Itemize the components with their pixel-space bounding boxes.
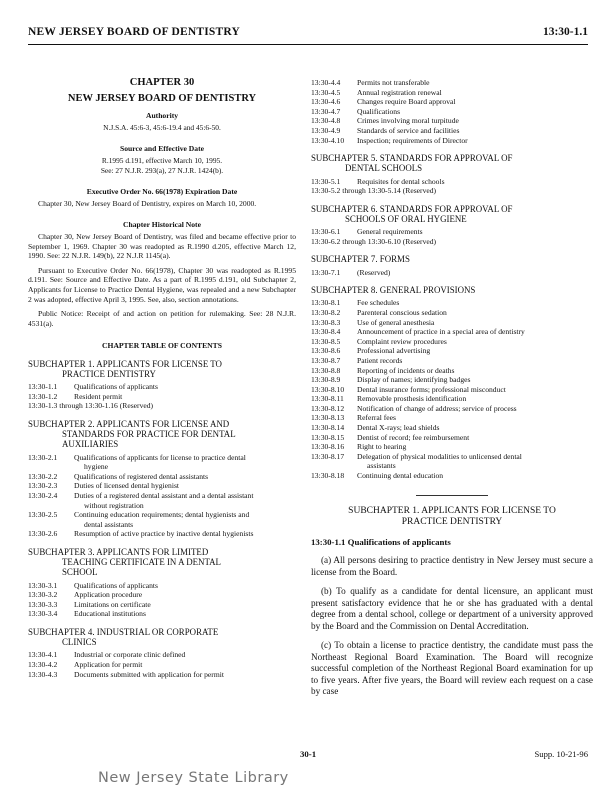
toc-row-number: 13:30-8.7 — [311, 355, 341, 365]
toc-row — [311, 327, 593, 337]
toc-row-title: Dental X-rays; lead shields — [357, 423, 440, 433]
toc-row-title: (Reserved) — [357, 267, 391, 277]
body-subchapter-title — [311, 506, 593, 528]
page-number: 30-1 — [300, 749, 317, 759]
toc-row-title: General requirements — [357, 227, 423, 237]
toc-row-title: Limitations on certificate — [74, 599, 151, 609]
historical-note-p3: Public Notice: Receipt of and action on petition for rulemaking. See: 28 N.J.R. 4531(a). — [28, 309, 296, 328]
historical-note-p1: Chapter 30, New Jersey Board of Dentistry, was filed and became effective prior to September 1, 1969. Chapter 30 was readopted as R.1990 d.205, effective March 12, 1990. See: 22 N.J.R. 149(b), 22 N.J.R 1145(a). — [28, 231, 296, 261]
toc-heading: CHAPTER TABLE OF CONTENTS — [102, 341, 222, 351]
toc-row — [311, 366, 593, 376]
toc-row-number: 13:30-8.11 — [311, 394, 344, 404]
body-subchapter-title-line1: SUBCHAPTER 1. APPLICANTS FOR LICENSE TO — [348, 505, 556, 516]
toc-row — [311, 433, 593, 443]
toc-subchapter-8-title-line1: SUBCHAPTER 8. GENERAL PROVISIONS — [311, 285, 476, 296]
toc-row — [311, 375, 593, 385]
paragraph-b: (b) To qualify as a candidate for dental licensure, an applicant must present satisfactory evidence that he or she has graduated with a dental degree from a dental school, college or department of a university approved by the Board and the Commission on Dental Accreditation. — [311, 586, 593, 631]
toc-subchapter-5-title — [311, 153, 593, 173]
toc-subchapter-3-title-line3: SCHOOL — [62, 567, 98, 578]
toc-row-number: 13:30-4.1 — [28, 650, 58, 660]
toc-row — [311, 394, 593, 404]
toc-subchapter-8-title — [311, 285, 593, 295]
toc-row — [311, 346, 593, 356]
toc-row-number: 13:30-8.15 — [311, 432, 345, 442]
toc-row — [311, 423, 593, 433]
toc-row-title: Application for permit — [74, 660, 143, 669]
toc-row-number: 13:30-4.7 — [311, 106, 341, 116]
toc-row-title: Qualifications of applicants — [74, 580, 158, 590]
toc-row-number: 13:30-8.10 — [311, 384, 345, 394]
toc-row-title: Application procedure — [74, 590, 143, 600]
toc-row-number: 13:30-6.1 — [311, 227, 341, 237]
executive-order-text: Chapter 30, New Jersey Board of Dentistry, expires on March 10, 2000. — [38, 198, 257, 208]
toc-subchapter-3-list — [28, 581, 296, 619]
toc-row-number: 13:30-4.8 — [311, 116, 341, 126]
toc-row-number: 13:30-4.2 — [28, 660, 58, 669]
toc-row-number: 13:30-2.2 — [28, 471, 58, 481]
toc-subchapter-7-title-line1: SUBCHAPTER 7. FORMS — [311, 254, 410, 265]
toc-row-number: 13:30-4.9 — [311, 125, 341, 135]
toc-row-number: 13:30-8.18 — [311, 471, 345, 481]
toc-row — [311, 298, 593, 308]
toc-row — [28, 670, 296, 680]
toc-row — [311, 413, 593, 423]
toc-row-number: 13:30-6.2 through 13:30-6.10 — [311, 236, 401, 246]
chapter-title: NEW JERSEY BOARD OF DENTISTRY — [67, 92, 257, 104]
toc-row-title-continued: dental assistants — [84, 519, 134, 529]
toc-row — [311, 404, 593, 414]
executive-order-heading: Executive Order No. 66(1978) Expiration Date — [86, 187, 238, 197]
toc-row-title: Fee schedules — [357, 298, 400, 308]
toc-subchapter-1-list — [28, 382, 296, 411]
toc-row — [28, 650, 296, 660]
toc-subchapter-1-title-line2: PRACTICE DENTISTRY — [62, 369, 156, 380]
toc-row — [28, 392, 296, 402]
toc-row-number: 13:30-8.5 — [311, 336, 341, 346]
section-heading: 13:30-1.1 Qualifications of applicants — [311, 536, 451, 547]
toc-row-title: Use of general anesthesia — [357, 317, 435, 327]
toc-row-number: 13:30-8.3 — [311, 317, 341, 327]
toc-row-title: Documents submitted with application for permit — [74, 669, 224, 679]
toc-row-title: Removable prosthesis identification — [357, 394, 467, 404]
toc-row-number: 13:30-4.3 — [28, 669, 58, 679]
toc-row — [311, 385, 593, 395]
toc-row-title: Right to hearing — [357, 442, 407, 452]
historical-note-heading: Chapter Historical Note — [123, 220, 201, 230]
toc-row-title: Notification of change of address; service of process — [357, 403, 517, 413]
header-section-number: 13:30-1.1 — [542, 26, 588, 38]
supplement-date: Supp. 10-21-96 — [534, 749, 588, 759]
toc-row-title: Qualifications — [357, 106, 401, 116]
toc-row-title: Inspection; requirements of Director — [357, 135, 468, 145]
toc-subchapter-1-title — [28, 359, 296, 379]
toc-row — [311, 97, 593, 107]
toc-subchapter-7-list — [311, 268, 593, 278]
toc-row — [28, 609, 296, 619]
toc-subchapter-3-title-line2: TEACHING CERTIFICATE IN A DENTAL — [62, 557, 221, 568]
library-stamp: New Jersey State Library — [98, 770, 289, 786]
toc-row-number: 13:30-3.3 — [28, 599, 58, 609]
authority-text: N.J.S.A. 45:6-3, 45:6-19.4 and 45:6-50. — [103, 122, 221, 132]
toc-row-number: 13:30-8.17 — [311, 451, 345, 461]
toc-subchapter-3-title — [28, 547, 296, 578]
toc-row — [28, 590, 296, 600]
toc-row — [28, 660, 296, 670]
toc-row-number: 13:30-8.1 — [311, 298, 341, 308]
toc-subchapter-4-title-line1: SUBCHAPTER 4. INDUSTRIAL OR CORPORATE — [28, 627, 219, 637]
toc-row-number: 13:30-8.16 — [311, 442, 345, 452]
toc-subchapter-2-title-line3: AUXILIARIES — [62, 439, 119, 450]
toc-row — [28, 491, 296, 510]
toc-row — [311, 356, 593, 366]
toc-row-title: Parenteral conscious sedation — [357, 307, 447, 317]
toc-row — [311, 471, 593, 481]
toc-row-number: 13:30-2.1 — [28, 452, 58, 462]
toc-row — [311, 452, 593, 471]
toc-row-title-continued: hygiene — [84, 462, 109, 472]
toc-row-number: 13:30-8.6 — [311, 346, 341, 356]
right-column — [311, 78, 593, 698]
toc-row-number: 13:30-2.6 — [28, 529, 58, 539]
toc-subchapter-6-title-line2: SCHOOLS OF ORAL HYGIENE — [345, 213, 467, 224]
toc-row-title: Industrial or corporate clinic defined — [74, 650, 186, 660]
toc-row-title: Changes require Board approval — [357, 97, 456, 107]
toc-row-title: (Reserved) — [119, 401, 154, 411]
toc-row-number: 13:30-5.1 — [311, 176, 341, 186]
toc-row-number: 13:30-8.4 — [311, 327, 341, 337]
toc-row-number: 13:30-7.1 — [311, 267, 341, 277]
toc-row-number: 13:30-4.4 — [311, 78, 341, 87]
toc-subchapter-7-title — [311, 254, 593, 264]
toc-row-title: Qualifications of applicants for license to practice dental — [74, 452, 246, 462]
toc-row — [28, 510, 296, 529]
toc-subchapter-4-title — [28, 627, 296, 647]
toc-row — [311, 186, 593, 196]
toc-row-title: Duties of licensed dental hygienist — [74, 481, 180, 491]
toc-row-title: (Reserved) — [402, 236, 437, 246]
toc-row-number: 13:30-4.6 — [311, 97, 341, 107]
toc-row-title: Continuing dental education — [357, 471, 444, 481]
toc-subchapter-8-list — [311, 298, 593, 480]
toc-subchapter-6-list — [311, 227, 593, 246]
toc-row-title-continued: without registration — [84, 500, 144, 510]
toc-row-title: Permits not transferable — [357, 78, 430, 87]
toc-row-title: Resumption of active practice by inactive dental hygienists — [74, 529, 254, 539]
toc-row-number: 13:30-1.3 through 13:30-1.16 — [28, 401, 118, 411]
toc-row-number: 13:30-8.14 — [311, 423, 345, 433]
toc-row-number: 13:30-5.2 through 13:30-5.14 — [311, 186, 401, 196]
toc-row-number: 13:30-2.5 — [28, 510, 58, 520]
header-title: NEW JERSEY BOARD OF DENTISTRY — [28, 26, 241, 38]
authority-heading: Authority — [145, 111, 179, 121]
toc-row — [311, 136, 593, 146]
toc-row — [311, 88, 593, 98]
toc-subchapter-4-title-line2: CLINICS — [62, 637, 97, 648]
toc-row — [311, 442, 593, 452]
toc-subchapter-5-title-line2: DENTAL SCHOOLS — [345, 163, 423, 174]
historical-note-p2: Pursuant to Executive Order No. 66(1978), Chapter 30 was readopted as R.1995 d.191. See: Source and Effective Date. As a part of R.1995 d.191, old Subchapter 2, Applicants for License to Practice Dental Hygiene, was repealed and a new Subchapter 2 was adopted, effective April 3, 1995. See, also, section annotations. — [28, 265, 296, 304]
toc-row-number: 13:30-3.1 — [28, 580, 58, 590]
toc-subchapter-5-title-line1: SUBCHAPTER 5. STANDARDS FOR APPROVAL OF — [311, 153, 513, 164]
toc-subchapter-2-list — [28, 453, 296, 539]
toc-row — [311, 337, 593, 347]
toc-row-number: 13:30-4.5 — [311, 87, 341, 97]
toc-row — [311, 126, 593, 136]
toc-row — [28, 600, 296, 610]
toc-row-number: 13:30-3.2 — [28, 590, 58, 600]
toc-row-title: Annual registration renewal — [357, 87, 442, 97]
toc-row-number: 13:30-2.3 — [28, 481, 58, 491]
toc-row-number: 13:30-1.2 — [28, 391, 58, 401]
toc-row — [311, 116, 593, 126]
toc-row-number: 13:30-3.4 — [28, 609, 58, 619]
left-column — [28, 78, 296, 679]
toc-row — [28, 453, 296, 472]
toc-row — [311, 107, 593, 117]
toc-row — [311, 78, 593, 88]
toc-row-title: Reporting of incidents or deaths — [357, 365, 455, 375]
toc-row — [311, 268, 593, 278]
toc-row-title: Display of names; identifying badges — [357, 375, 471, 385]
toc-row — [311, 237, 593, 247]
toc-subchapter-6-title-line1: SUBCHAPTER 6. STANDARDS FOR APPROVAL OF — [311, 203, 513, 214]
toc-row-title: Referral fees — [357, 413, 396, 423]
toc-row-title: Continuing education requirements; dental hygienists and — [74, 510, 250, 520]
toc-row-title: Complaint review procedures — [357, 336, 447, 346]
paragraph-a: (a) All persons desiring to practice dentistry in New Jersey must secure a license from the Board. — [311, 555, 593, 577]
section-divider — [416, 495, 488, 496]
toc-row-title: Requisites for dental schools — [357, 176, 445, 186]
toc-subchapter-5-list — [311, 177, 593, 196]
toc-row — [311, 308, 593, 318]
source-line-2: See: 27 N.J.R. 293(a), 27 N.J.R. 1424(b). — [100, 165, 224, 175]
body-subchapter-title-line2: PRACTICE DENTISTRY — [401, 516, 503, 527]
toc-subchapter-6-title — [311, 204, 593, 224]
toc-row-title: (Reserved) — [402, 186, 437, 196]
toc-row-number: 13:30-2.4 — [28, 491, 58, 501]
toc-row-title: Resident permit — [74, 391, 123, 401]
toc-subchapter-2-title — [28, 419, 296, 450]
toc-row-title: Delegation of physical modalities to unlicensed dental — [357, 451, 522, 461]
toc-subchapter-2-title-line2: STANDARDS FOR PRACTICE FOR DENTAL — [62, 429, 236, 440]
toc-row-number: 13:30-1.1 — [28, 382, 58, 392]
toc-row — [311, 227, 593, 237]
toc-row — [28, 529, 296, 539]
toc-row-title: Professional advertising — [357, 346, 431, 356]
paragraph-c: (c) To obtain a license to practice dentistry, the candidate must pass the Northeast Regional Board Examination. The Board will recognize successful completion of the Northeast Regional Board examination for up to five years. After five years, the Board will review each request on a case by case — [311, 640, 593, 697]
toc-row-title: Duties of a registered dental assistant and a dental assistant — [74, 491, 254, 501]
toc-row — [28, 581, 296, 591]
source-line-1: R.1995 d.191, effective March 10, 1995. — [101, 155, 223, 165]
toc-row-title: Standards of service and facilities — [357, 125, 460, 135]
toc-row-number: 13:30-4.10 — [311, 135, 345, 145]
toc-row-title: Crimes involving moral turpitude — [357, 116, 459, 126]
toc-subchapter-4-list-continued — [311, 78, 593, 145]
toc-subchapter-1-title-line1: SUBCHAPTER 1. APPLICANTS FOR LICENSE TO — [28, 358, 222, 369]
toc-row — [28, 382, 296, 392]
toc-row-number: 13:30-8.13 — [311, 413, 345, 423]
toc-row-title: Educational institutions — [74, 609, 146, 619]
toc-row-number: 13:30-8.9 — [311, 375, 341, 385]
toc-row — [28, 401, 296, 411]
toc-row — [28, 472, 296, 482]
toc-row-title-continued: assistants — [367, 461, 396, 471]
running-header — [28, 26, 588, 45]
chapter-number: CHAPTER 30 — [129, 77, 195, 88]
toc-row-number: 13:30-8.2 — [311, 307, 341, 317]
toc-subchapter-4-list — [28, 650, 296, 679]
toc-row — [28, 481, 296, 491]
toc-subchapter-3-title-line1: SUBCHAPTER 3. APPLICANTS FOR LIMITED — [28, 547, 209, 558]
toc-row-title: Qualifications of applicants — [74, 382, 158, 392]
source-heading: Source and Effective Date — [119, 144, 204, 154]
toc-row-title: Dental insurance forms; professional misconduct — [357, 384, 506, 394]
toc-row-title: Patient records — [357, 355, 403, 365]
toc-subchapter-2-title-line1: SUBCHAPTER 2. APPLICANTS FOR LICENSE AND — [28, 419, 230, 430]
toc-row-number: 13:30-8.8 — [311, 365, 341, 375]
toc-row-title: Announcement of practice in a special area of dentistry — [357, 327, 525, 337]
toc-row-title: Dentist of record; fee reimbursement — [357, 432, 470, 442]
toc-row-title: Qualifications of registered dental assistants — [74, 471, 209, 481]
toc-row — [311, 177, 593, 187]
toc-row — [311, 318, 593, 328]
toc-row-number: 13:30-8.12 — [311, 403, 345, 413]
